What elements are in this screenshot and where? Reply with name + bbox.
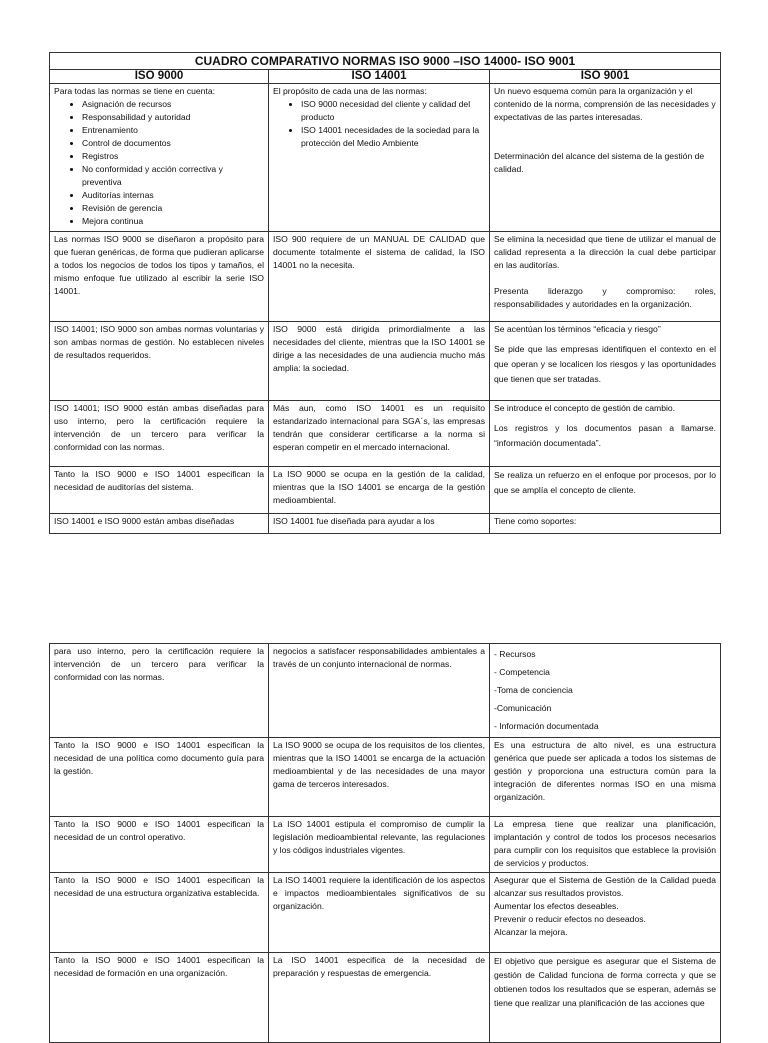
cell-text: Se acentúan los términos “eficacia y riesgo” (494, 324, 661, 334)
cell: La ISO 9000 se ocupa de los requisitos de los clientes, mientras que la ISO 14001 se encarga de la actuación medioambiental y de las necesidades de una mayor gama de terceros interesados. (269, 738, 490, 817)
cell-text: Determinación del alcance del sistema de la gestión de calidad. (494, 151, 705, 174)
list-item: • Revisión de gerencia (82, 202, 264, 215)
cell: Tanto la ISO 9000 e ISO 14001 especifican la necesidad de formación en una organización. (50, 953, 269, 1043)
table-row (50, 467, 721, 514)
table-row (50, 401, 721, 467)
cell: La ISO 9000 se ocupa en la gestión de la calidad, mientras que la ISO 14001 se encarga de la gestión medioambiental. (269, 467, 490, 514)
support-item: - Competencia (494, 667, 550, 677)
cell (490, 232, 721, 322)
cell (490, 84, 721, 232)
cell: negocios a satisfacer responsabilidades ambientales a través de un conjunto internacional de normas. (269, 644, 490, 738)
list-item: • Registros (82, 150, 264, 163)
cell: ISO 14001; ISO 9000 son ambas normas voluntarias y son ambas normas de gestión. No establecen niveles de resultados requeridos. (50, 322, 269, 401)
header-iso-14001: ISO 14001 (269, 70, 490, 84)
cell (50, 84, 269, 232)
list-item: • Mejora continua (82, 215, 264, 228)
table-row (50, 644, 721, 738)
header-iso-9000: ISO 9000 (50, 70, 269, 84)
list-item: • Control de documentos (82, 137, 264, 150)
cell-text: Asegurar que el Sistema de Gestión de la Calidad pueda alcanzar sus resultados provistos. (494, 875, 716, 898)
table-row (50, 84, 721, 232)
cell: La ISO 14001 especifica de la necesidad de preparación y respuestas de emergencia. (269, 953, 490, 1043)
cell: ISO 14001 e ISO 9000 están ambas diseñadas (50, 514, 269, 534)
cell-text: Los registros y los documentos pasan a llamarse. “información documentada”. (494, 423, 716, 448)
list-item: • Responsabilidad y autoridad (82, 111, 264, 124)
cell: Más aun, como ISO 14001 es un requisito estandarizado internacional para SGA´s, las empresas tendrán que considerar certificarse a la norma si esperan competir en el mercado internacional. (269, 401, 490, 467)
cell-text: Se pide que las empresas identifiquen el contexto en el que operan y se localicen los riesgos y las oportunidades que tienen que ser tratadas. (494, 344, 716, 384)
cell-text: Para todas las normas se tiene en cuenta: (54, 86, 215, 96)
table-row (50, 738, 721, 817)
list-item: • Auditorías internas (82, 189, 264, 202)
cell: Tiene como soportes: (490, 514, 721, 534)
cell: ISO 9000 está dirigida primordialmente a las necesidades del cliente, mientras que la ISO 14001 se dirige a las necesidades de una audiencia mucho más amplia: la sociedad. (269, 322, 490, 401)
cell: Tanto la ISO 9000 e ISO 14001 especifican la necesidad de una estructura organizativa establecida. (50, 873, 269, 953)
support-item: -Comunicación (494, 703, 552, 713)
cell (490, 644, 721, 738)
comparison-table-page1 (49, 52, 721, 534)
cell-text: Presenta liderazgo y compromiso: roles, responsabilidades y autoridades en la organización. (494, 286, 716, 309)
table-row (50, 817, 721, 873)
table-row (50, 514, 721, 534)
cell: La ISO 14001 requiere la identificación de los aspectos e impactos medioambientales significativos de su organización. (269, 873, 490, 953)
list-item: • Entrenamiento (82, 124, 264, 137)
list-item: • Asignación de recursos (82, 98, 264, 111)
cell-text: Un nuevo esquema común para la organización y el contenido de la norma, comprensión de las necesidades y expectativas de las partes interesadas. (494, 86, 716, 122)
header-iso-9001: ISO 9001 (490, 70, 721, 84)
table-row (50, 232, 721, 322)
requirements-list (54, 98, 264, 228)
support-item: -Toma de conciencia (494, 685, 573, 695)
cell-text: Se introduce el concepto de gestión de cambio. (494, 403, 676, 413)
cell-text: El propósito de cada una de las normas: (273, 86, 427, 96)
support-item: - Información documentada (494, 721, 599, 731)
cell: Se realiza un refuerzo en el enfoque por procesos, por lo que se amplía el concepto de cliente. (490, 467, 721, 514)
cell-text: Prevenir o reducir efectos no deseados. (494, 914, 646, 924)
cell: Tanto la ISO 9000 e ISO 14001 especifican la necesidad de un control operativo. (50, 817, 269, 873)
cell: La empresa tiene que realizar una planificación, implantación y control de todos los procesos necesarios para cumplir con los requisitos que establece la provisión de servicios y productos. (490, 817, 721, 873)
comparison-table-page2 (49, 643, 721, 1043)
cell: Tanto la ISO 9000 e ISO 14001 especifican la necesidad de una política como documento guía para la gestión. (50, 738, 269, 817)
table-row (50, 873, 721, 953)
list-item: • ISO 9000 necesidad del cliente y calidad del producto (301, 98, 485, 124)
table-row (50, 953, 721, 1043)
cell: ISO 14001 fue diseñada para ayudar a los (269, 514, 490, 534)
cell (490, 873, 721, 953)
cell: Las normas ISO 9000 se diseñaron a propósito para que fueran genéricas, de forma que pudieran aplicarse a todos los negocios de todos los tipos y tamaños, el mismo enfoque fue utilizado al escribir la serie ISO 14001. (50, 232, 269, 322)
cell-text: Se elimina la necesidad que tiene de utilizar el manual de calidad representa a la dirección la cual debe participar en las auditorías. (494, 234, 716, 270)
table-row (50, 322, 721, 401)
cell: Es una estructura de alto nivel, es una estructura genérica que puede ser aplicada a todos los sistemas de gestión y proporciona una estructura común para la integración de diferentes normas ISO en una misma organización. (490, 738, 721, 817)
cell (490, 322, 721, 401)
cell: La ISO 14001 estipula el compromiso de cumplir la legislación medioambiental relevante, las regulaciones y los códigos industriales vigentes. (269, 817, 490, 873)
cell (269, 84, 490, 232)
cell: El objetivo que persigue es asegurar que el Sistema de gestión de Calidad funciona de forma correcta y que se obtienen todos los resultados que se esperan, además se tiene que realizar una planificación de las acciones que (490, 953, 721, 1043)
cell: ISO 14001; ISO 9000 están ambas diseñadas para uso interno, pero la certificación requiere la intervención de un tercero para verificar la conformidad con las normas. (50, 401, 269, 467)
cell: ISO 900 requiere de un MANUAL DE CALIDAD que documente totalmente el sistema de calidad, la ISO 14001 no la necesita. (269, 232, 490, 322)
table-title: CUADRO COMPARATIVO NORMAS ISO 9000 –ISO 14000- ISO 9001 (50, 53, 721, 70)
support-item: - Recursos (494, 649, 536, 659)
cell: Tanto la ISO 9000 e ISO 14001 especifican la necesidad de auditorías del sistema. (50, 467, 269, 514)
list-item: • No conformidad y acción correctiva y preventiva (82, 163, 264, 189)
cell-text: Alcanzar la mejora. (494, 927, 568, 937)
cell: para uso interno, pero la certificación requiere la intervención de un tercero para verificar la conformidad con las normas. (50, 644, 269, 738)
list-item: • ISO 14001 necesidades de la sociedad para la protección del Medio Ambiente (301, 124, 485, 150)
purpose-list (273, 98, 485, 150)
cell (490, 401, 721, 467)
cell-text: Aumentar los efectos deseables. (494, 901, 619, 911)
